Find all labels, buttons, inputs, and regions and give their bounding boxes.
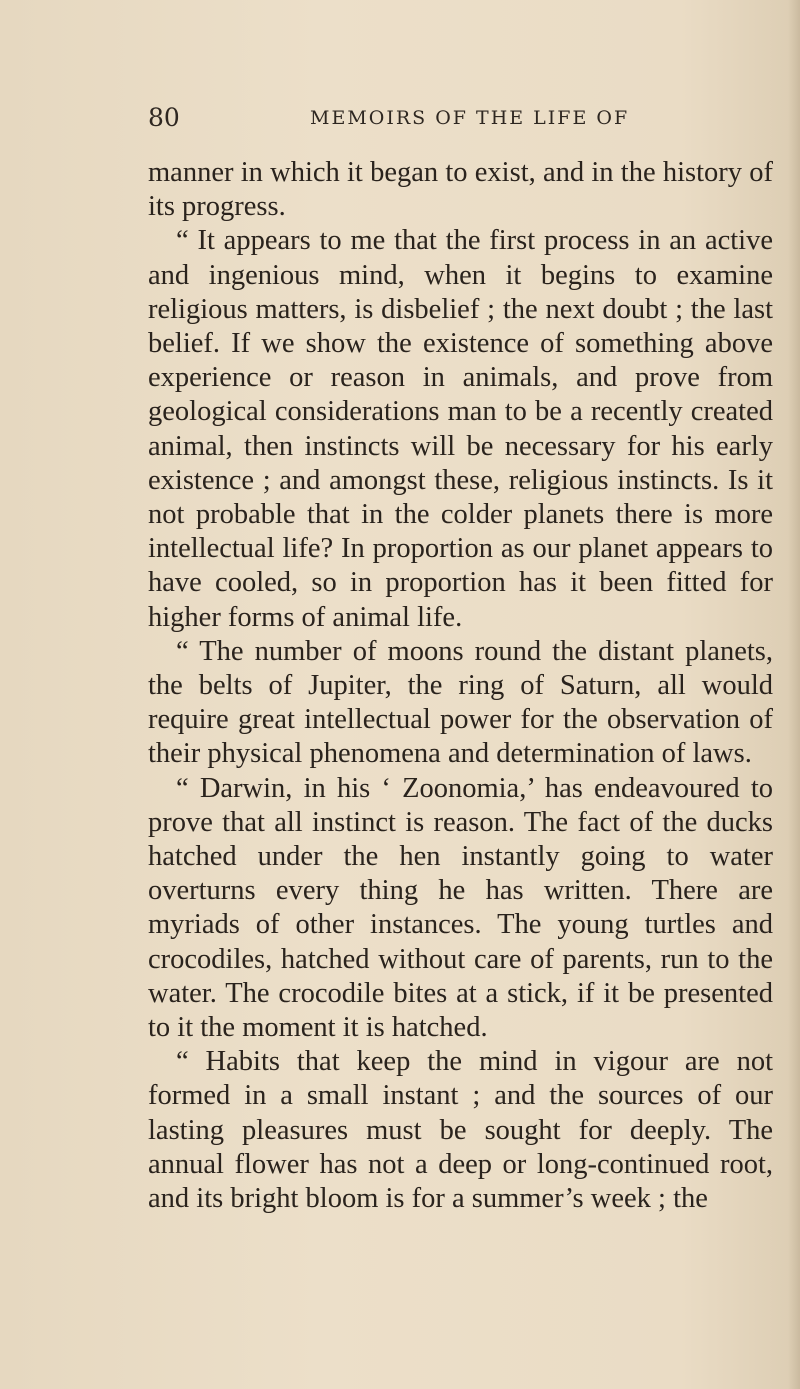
page-header [148,103,778,143]
body-text [148,156,773,1216]
paragraph: “ The number of moons round the distant planets, the belts of Jupiter, the ring of Saturn, all would require great intellectual power for the observation of their physical phenomena and determination of laws. [148,635,773,770]
paragraph: “ Habits that keep the mind in vigour are not formed in a small instant ; and the sources of our lasting pleasures must be sought for deeply. The annual flower has not a deep or long-continued root, and its bright bloom is for a summer’s week ; the [148,1046,773,1215]
running-head: MEMOIRS OF THE LIFE OF [310,107,630,129]
paragraph: “ It appears to me that the first process in an active and ingenious mind, when it begins to examine religious matters, is disbelief ; the next doubt ; the last belief. If we show the existence of something above experience or reason in animals, and prove from geological considerations man to be a recently created animal, then instincts will be necessary for his early existence ; and amongst these, religious instincts. Is it not probable that in the colder planets there is more intellectual life? In proportion as our planet appears to have cooled, so in proportion has it been fitted for higher forms of animal life. [148,225,773,633]
paragraph: “ Darwin, in his ‘ Zoonomia,’ has endeavoured to prove that all instinct is reason. The fact of the ducks hatched under the hen instantly going to water overturns every thing he has written. There are myriads of other instances. The young turtles and crocodiles, hatched without care of parents, run to the water. The crocodile bites at a stick, if it be presented to it the moment it is hatched. [148,772,773,1044]
page-number: 80 [148,103,180,132]
page-edge-shadow [788,0,800,1389]
paragraph: manner in which it began to exist, and in the history of its progress. [148,157,773,223]
